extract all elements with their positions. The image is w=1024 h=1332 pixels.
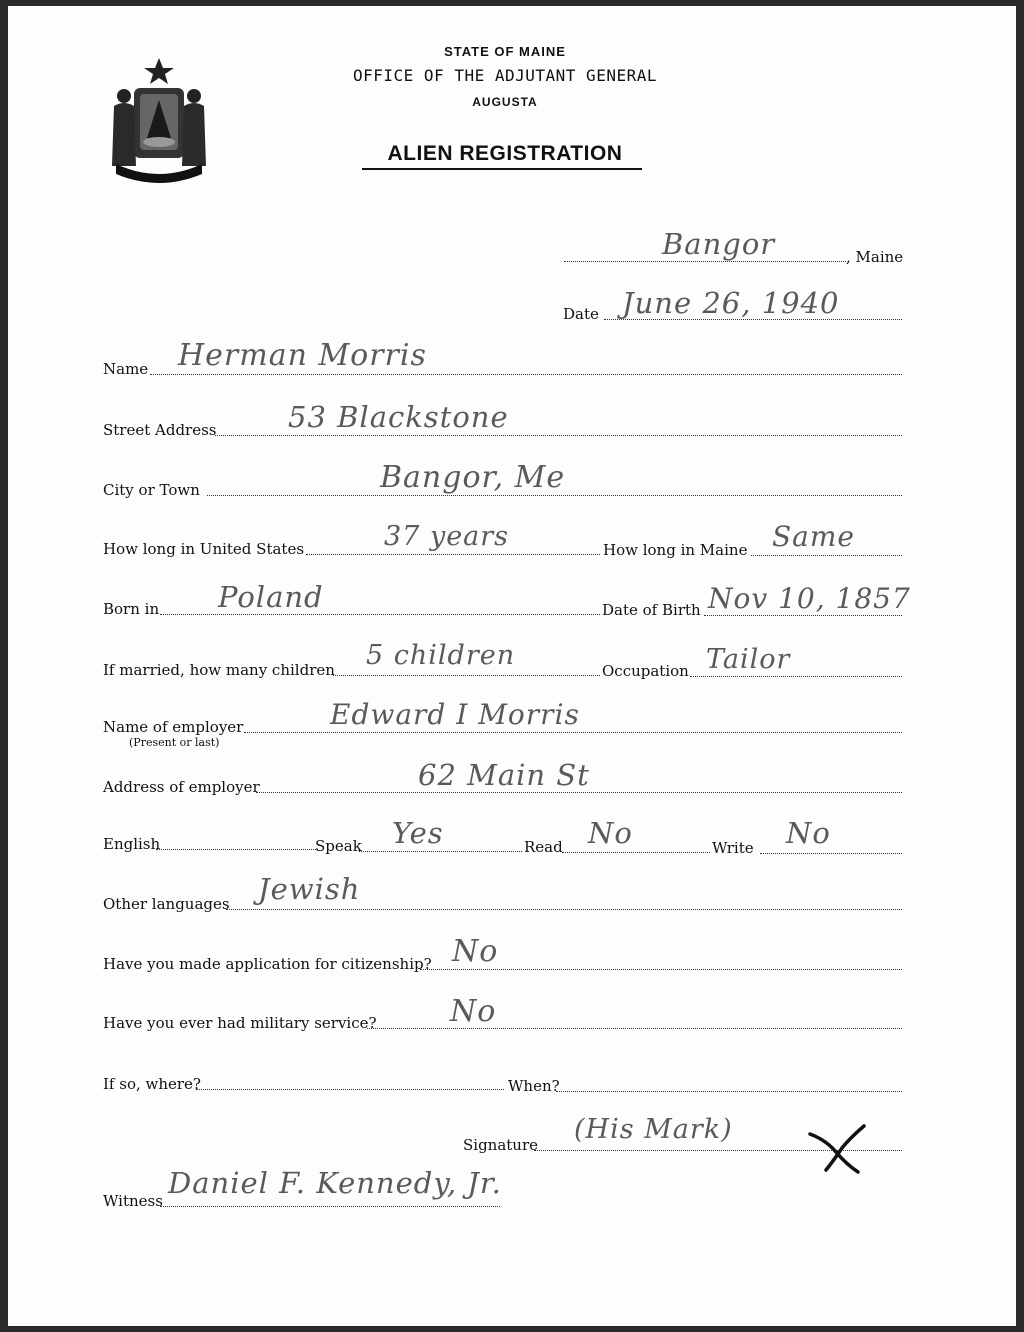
name-label: Name: [103, 360, 149, 378]
name-line: [150, 374, 902, 375]
speak-value[interactable]: Yes: [392, 816, 444, 850]
occupation-label: Occupation: [602, 662, 689, 680]
speak-label: Speak: [315, 837, 362, 855]
read-label: Read: [524, 838, 563, 856]
date-label: Date: [563, 305, 599, 323]
us-duration-line: [306, 554, 600, 555]
maine-duration-line: [751, 555, 902, 556]
employer-line: [244, 732, 902, 733]
where-label: If so, where?: [103, 1075, 201, 1093]
street-line: [215, 435, 902, 436]
children-label: If married, how many children: [103, 661, 335, 679]
witness-value[interactable]: Daniel F. Kennedy, Jr.: [168, 1166, 502, 1200]
us-duration-label: How long in United States: [103, 540, 305, 558]
occupation-line: [690, 676, 902, 677]
street-label: Street Address: [103, 421, 217, 439]
city-line: [207, 495, 902, 496]
header-state: STATE OF MAINE: [444, 44, 566, 59]
dob-line: [704, 615, 902, 616]
when-line: [556, 1091, 902, 1092]
write-label: Write: [712, 839, 754, 857]
write-line: [760, 853, 902, 854]
citizenship-value[interactable]: No: [452, 934, 499, 969]
occupation-value[interactable]: Tailor: [706, 644, 791, 675]
maine-duration-value[interactable]: Same: [772, 520, 855, 553]
witness-line: [160, 1206, 500, 1207]
date-value[interactable]: June 26, 1940: [622, 286, 840, 320]
street-value[interactable]: 53 Blackstone: [288, 400, 509, 434]
form-title: ALIEN REGISTRATION: [387, 142, 623, 165]
other-languages-line: [226, 909, 902, 910]
maine-duration-label: How long in Maine: [603, 541, 748, 559]
citizenship-line: [420, 969, 902, 970]
military-label: Have you ever had military service?: [103, 1014, 377, 1032]
us-duration-value[interactable]: 37 years: [384, 521, 510, 552]
read-value[interactable]: No: [588, 816, 633, 850]
witness-label: Witness: [103, 1192, 163, 1210]
other-languages-value[interactable]: Jewish: [258, 872, 361, 906]
english-line: [156, 849, 316, 850]
signature-mark: [806, 1122, 868, 1174]
other-languages-label: Other languages: [103, 895, 230, 913]
military-value[interactable]: No: [450, 994, 497, 1029]
dob-value[interactable]: Nov 10, 1857: [708, 582, 911, 615]
maine-label: , Maine: [846, 248, 904, 266]
city-label: City or Town: [103, 481, 200, 499]
signature-label: Signature: [463, 1136, 539, 1154]
header-office: OFFICE OF THE ADJUTANT GENERAL: [353, 66, 657, 85]
citizenship-label: Have you made application for citizenship?: [103, 955, 432, 973]
write-value[interactable]: No: [786, 816, 831, 850]
speak-line: [359, 851, 522, 852]
employer-address-value[interactable]: 62 Main St: [418, 758, 590, 792]
employer-label: Name of employer: [103, 718, 244, 736]
header-city: AUGUSTA: [472, 95, 538, 109]
where-line: [196, 1089, 504, 1090]
born-line: [160, 614, 600, 615]
town-line: [564, 261, 846, 262]
when-label: When?: [508, 1077, 560, 1095]
children-value[interactable]: 5 children: [366, 640, 516, 671]
town-value[interactable]: Bangor: [662, 227, 776, 261]
city-value[interactable]: Bangor, Me: [380, 460, 566, 495]
english-label: English: [103, 835, 161, 853]
employer-address-label: Address of employer: [103, 778, 260, 796]
name-value[interactable]: Herman Morris: [178, 338, 427, 373]
employer-value[interactable]: Edward I Morris: [330, 698, 580, 731]
born-label: Born in: [103, 600, 160, 618]
employer-address-line: [256, 792, 902, 793]
children-line: [333, 675, 600, 676]
signature-value[interactable]: (His Mark): [574, 1114, 733, 1145]
title-underline: [362, 168, 642, 170]
born-value[interactable]: Poland: [218, 580, 324, 614]
dob-label: Date of Birth: [602, 601, 701, 619]
read-line: [562, 852, 710, 853]
military-line: [367, 1028, 902, 1029]
employer-sublabel: (Present or last): [129, 736, 220, 749]
